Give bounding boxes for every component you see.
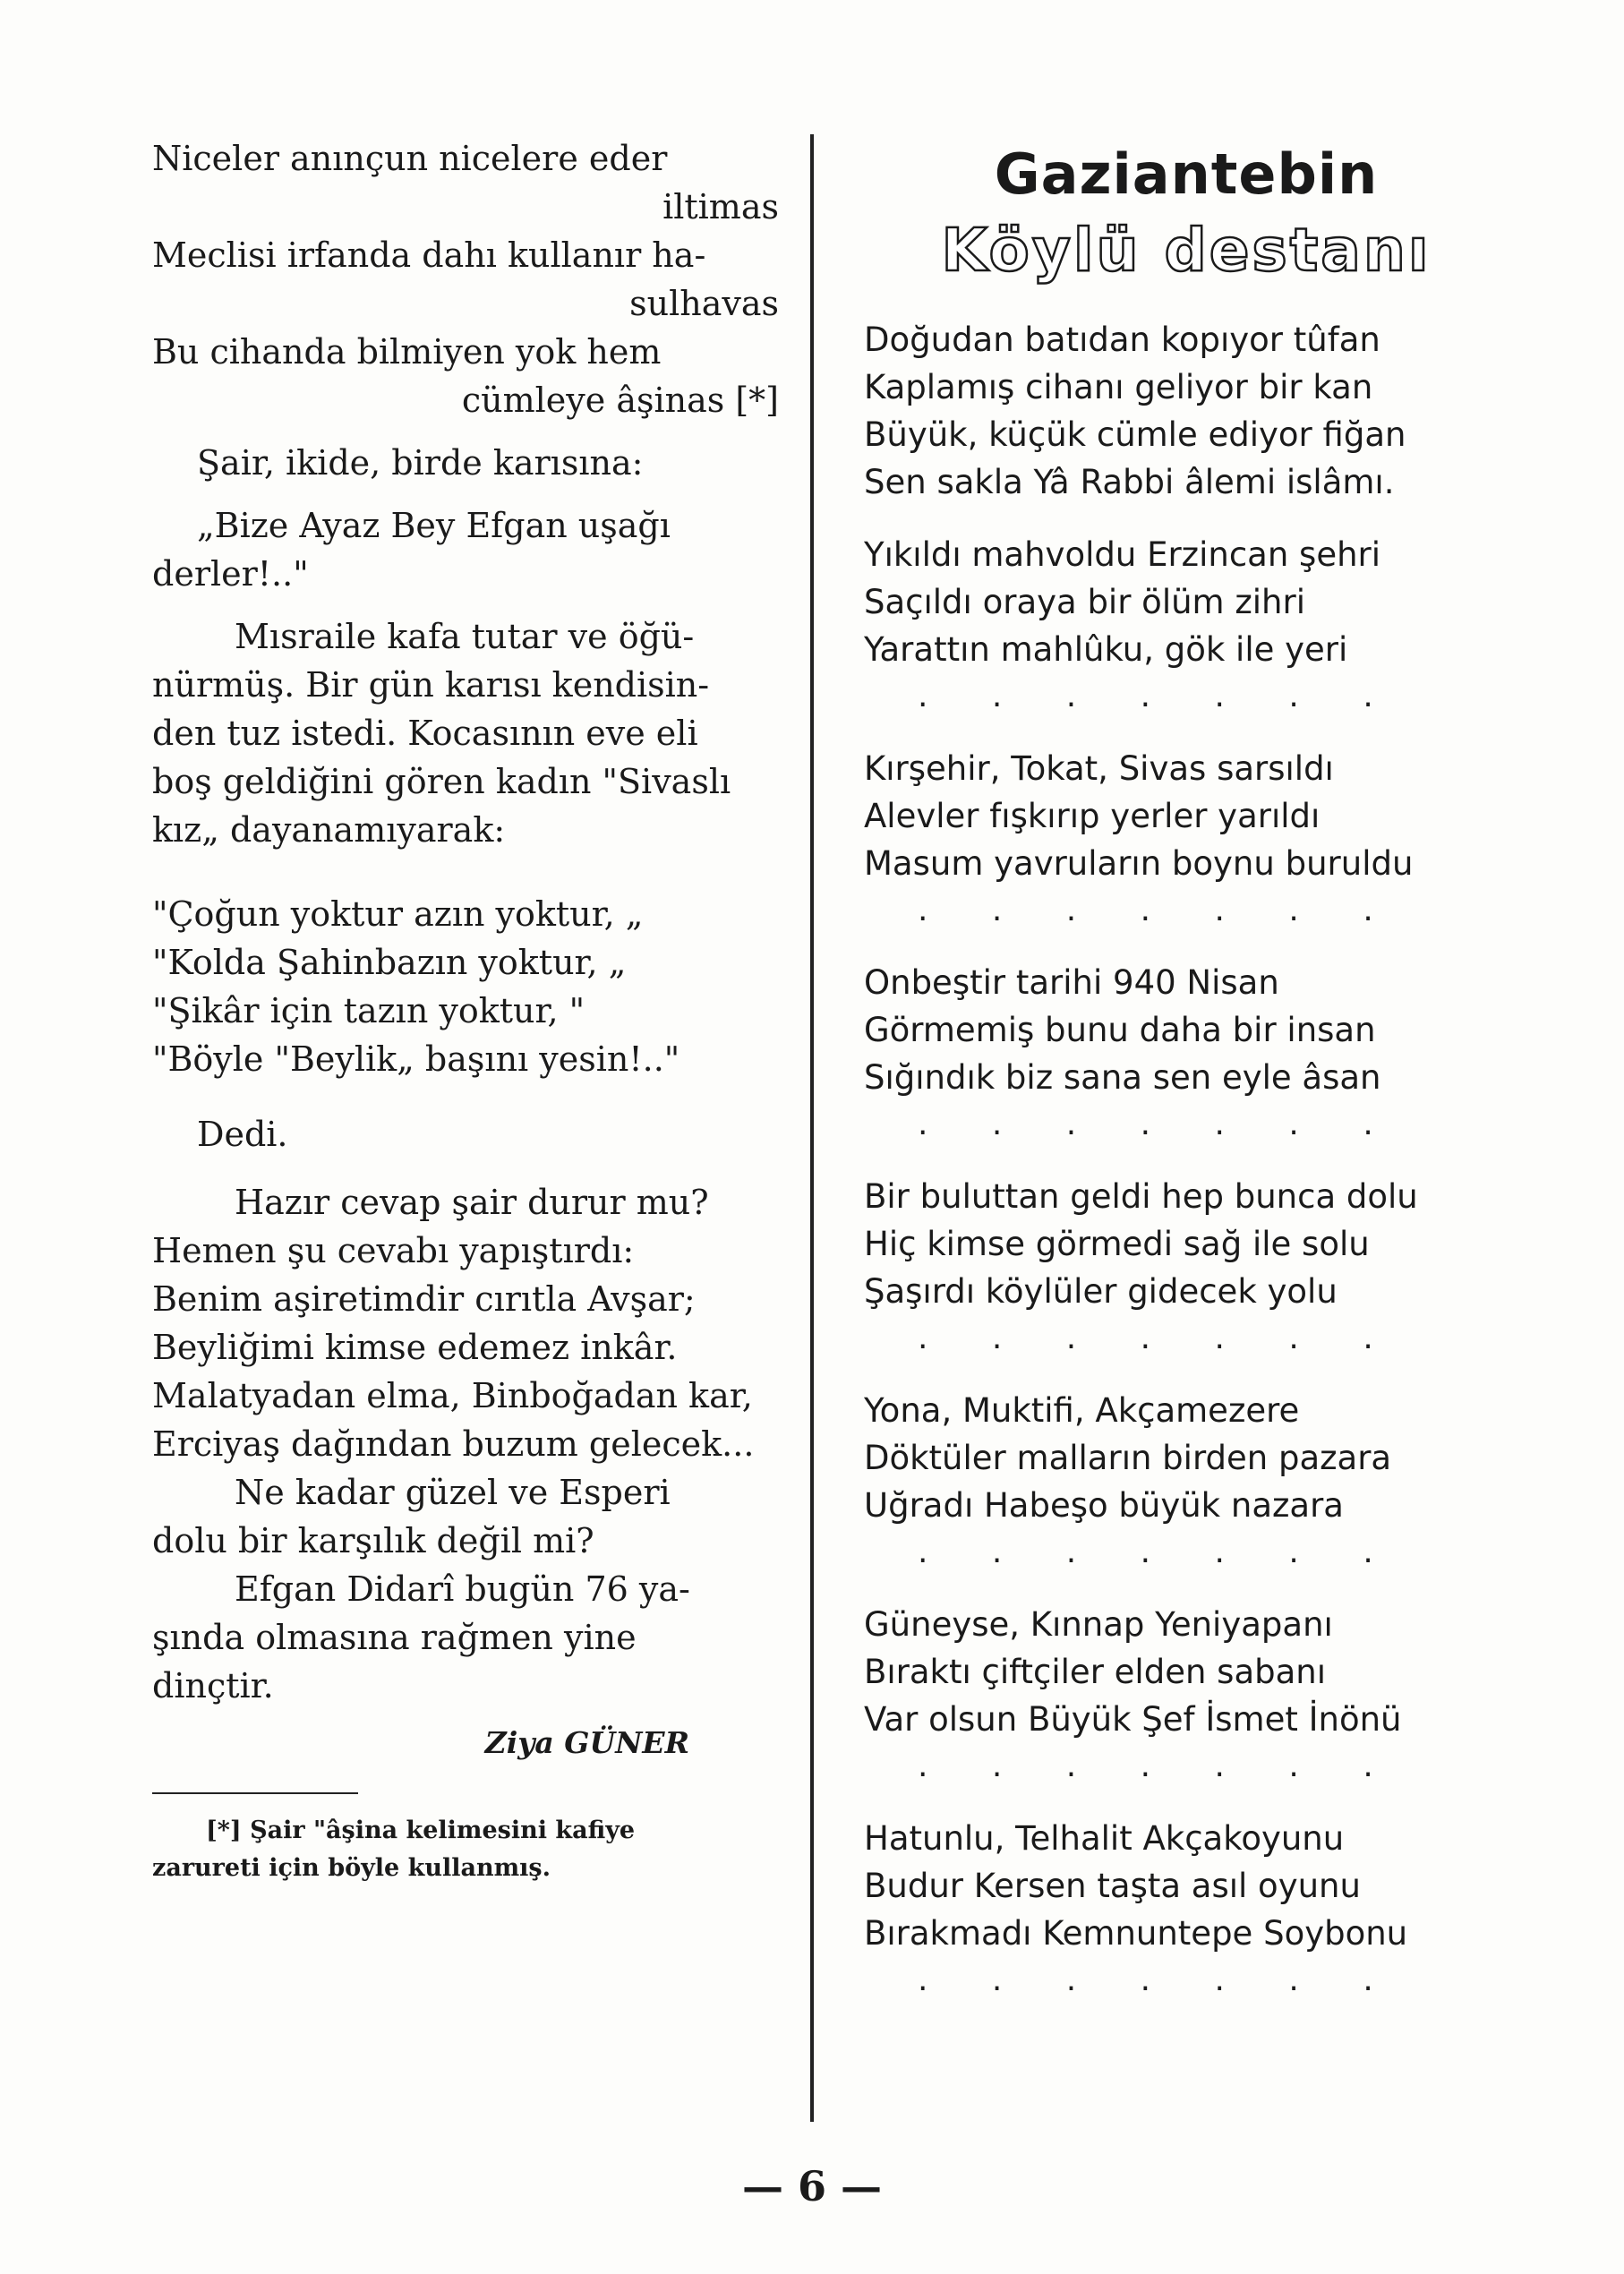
text-line: Beyliğimi kimse edemez inkâr. [152, 1328, 678, 1367]
text-line: Hazır cevap şair durur mu? [235, 1183, 709, 1222]
stanza [864, 531, 1509, 720]
text-line: dinçtir. [152, 1666, 274, 1706]
signature: Ziya GÜNER [484, 1725, 689, 1760]
verse-line: Şaşırdı köylüler gidecek yolu [864, 1272, 1338, 1311]
verse-line: Var olsun Büyük Şef İsmet İnönü [864, 1700, 1402, 1739]
verse-line: Masum yavruların boynu buruldu [864, 844, 1414, 883]
text-line: boş geldiğini gören kadın "Sivaslı [152, 762, 731, 801]
stanza [864, 1815, 1509, 2004]
text-line: Meclisi irfanda dahı kullanır ha- [152, 235, 706, 275]
left-column [152, 134, 779, 1887]
verse-line: Sığındık biz sana sen eyle âsan [864, 1058, 1381, 1097]
verse-line: Hiç kimse görmedi sağ ile solu [864, 1225, 1370, 1263]
dots-separator: . . . . . . . [918, 1962, 1400, 1998]
verse-line: Kaplamış cihanı geliyor bir kan [864, 368, 1373, 406]
verse-line: Alevler fışkırıp yerler yarıldı [864, 797, 1321, 835]
text-line: Bu cihanda bilmiyen yok hem [152, 332, 662, 372]
verse-line: Yona, Muktifi, Akçamezere [864, 1391, 1300, 1430]
verse-line: Saçıldı oraya bir ölüm zihri [864, 583, 1305, 621]
verse-line: Yıkıldı mahvoldu Erzincan şehri [864, 535, 1381, 574]
verse-line: Budur Kersen taşta asıl oyunu [864, 1867, 1361, 1905]
stanza [864, 1601, 1509, 1790]
text-line: Efgan Didarî bugün 76 ya- [235, 1569, 690, 1609]
verse-line: Bıraktı çiftçiler elden sabanı [864, 1653, 1327, 1691]
text-line: Hemen şu cevabı yapıştırdı: [152, 1231, 635, 1270]
poem-line: "Kolda Şahinbazın yoktur, „ [152, 943, 627, 982]
poem-title-line2: Köylü destanı [941, 216, 1432, 285]
footnote-line: [*] Şair "âşina kelimesini kafiye [206, 1817, 636, 1844]
footnote-rule [152, 1792, 358, 1794]
dots-separator: . . . . . . . [918, 1106, 1400, 1142]
verse-line: Bir buluttan geldi hep bunca dolu [864, 1177, 1418, 1216]
verse-line: Büyük, küçük cümle ediyor fiğan [864, 415, 1406, 454]
dots-separator: . . . . . . . [918, 1748, 1400, 1784]
dots-separator: . . . . . . . [918, 678, 1400, 714]
text-line: den tuz istedi. Kocasının eve eli [152, 714, 698, 753]
text-line: Mısraile kafa tutar ve öğü- [235, 617, 695, 656]
verse-line: Görmemiş bunu daha bir insan [864, 1011, 1376, 1049]
verse-line: Sen sakla Yâ Rabbi âlemi islâmı. [864, 463, 1395, 501]
text-line: nürmüş. Bir gün karısı kendisin- [152, 665, 710, 705]
verse-line: Doğudan batıdan kopıyor tûfan [864, 321, 1380, 359]
stanza [864, 1173, 1509, 1362]
verse-line: Yarattın mahlûku, gök ile yeri [864, 630, 1348, 669]
verse-line: Döktüler malların birden pazara [864, 1439, 1392, 1477]
footnote [152, 1812, 779, 1887]
poem-title-line1: Gaziantebin [994, 141, 1379, 207]
stanza [864, 1387, 1509, 1576]
dots-separator: . . . . . . . [918, 1320, 1400, 1356]
poem-line: "Böyle "Beylik„ başını yesin!.." [152, 1039, 680, 1079]
page-number: — 6 — [741, 2162, 883, 2210]
poem-line: "Çoğun yoktur azın yoktur, „ [152, 894, 644, 934]
stanza [864, 959, 1509, 1148]
text-line: Şair, ikide, birde karısına: [197, 443, 644, 483]
dots-separator: . . . . . . . [918, 892, 1400, 928]
quote-line: „Bize Ayaz Bey Efgan uşağı [197, 506, 671, 545]
quote-line: derler!.." [152, 554, 309, 594]
verse-line: Hatunlu, Telhalit Akçakoyunu [864, 1819, 1345, 1858]
footnote-line: zarureti için böyle kullanmış. [152, 1854, 551, 1882]
verse-line: Güneyse, Kınnap Yeniyapanı [864, 1605, 1333, 1644]
text-line: Erciyaş dağından buzum gelecek... [152, 1424, 755, 1464]
text-line: sulhavas [629, 284, 779, 323]
verse-line: Onbeştir tarihi 940 Nisan [864, 963, 1279, 1002]
text-line: dolu bir karşılık değil mi? [152, 1521, 594, 1560]
column-divider [810, 134, 814, 2122]
text-line: Ne kadar güzel ve Esperi [235, 1473, 671, 1512]
verse-line: Uğradı Habeşo büyük nazara [864, 1486, 1344, 1525]
verse-line: Kırşehir, Tokat, Sivas sarsıldı [864, 749, 1334, 788]
text-line: kız„ dayanamıyarak: [152, 810, 506, 850]
verse-line: Bırakmadı Kemnuntepe Soybonu [864, 1914, 1408, 1953]
stanza [864, 745, 1509, 934]
text-line: Niceler anınçun nicelere eder [152, 139, 668, 178]
stanza [864, 316, 1509, 506]
text-line: Malatyadan elma, Binboğadan kar, [152, 1376, 753, 1415]
text-line: cümleye âşinas [*] [461, 380, 779, 420]
right-column [864, 139, 1509, 2004]
poem-line: "Şikâr için tazın yoktur, " [152, 991, 585, 1030]
dots-separator: . . . . . . . [918, 1534, 1400, 1570]
text-line: iltimas [662, 187, 779, 227]
text-line: şında olmasına rağmen yine [152, 1618, 637, 1657]
text-line: Dedi. [197, 1115, 288, 1154]
text-line: Benim aşiretimdir cırıtla Avşar; [152, 1279, 696, 1319]
